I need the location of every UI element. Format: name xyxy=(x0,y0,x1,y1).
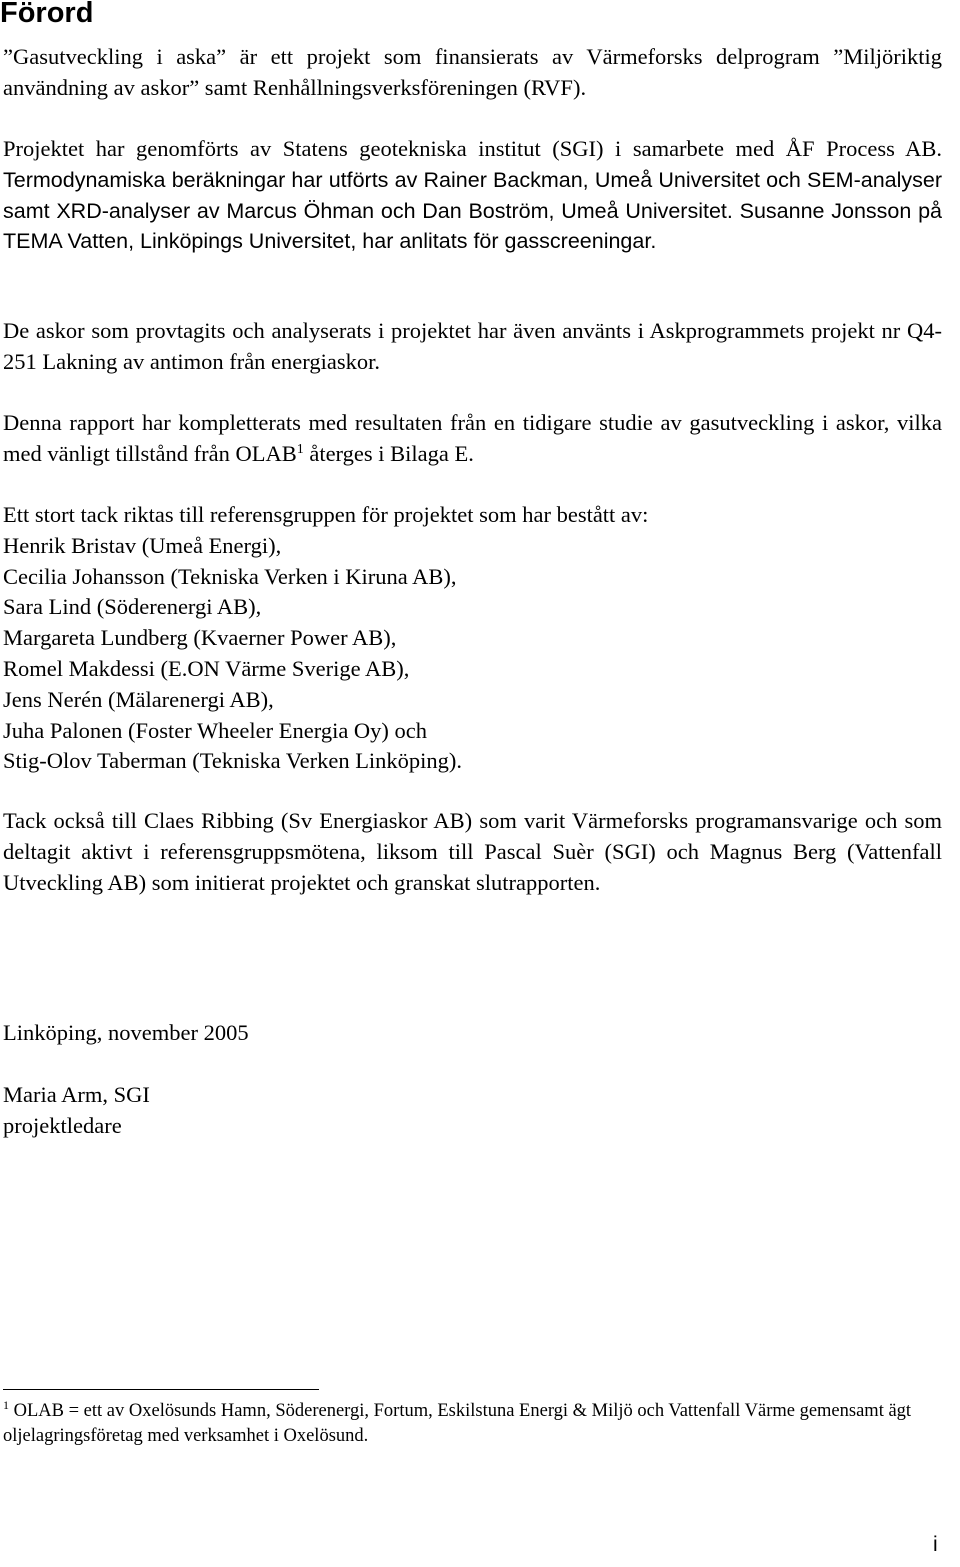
signature-role: projektledare xyxy=(3,1112,122,1138)
paragraph-project-partners xyxy=(3,134,942,257)
paragraph-thanks: Tack också till Claes Ribbing (Sv Energiaskor AB) som varit Värmeforsks programansvarige och som deltagit aktivt i referensgruppsmötena, liksom till Pascal Suèr (SGI) och Magnus Berg (Vattenfall Utveckling AB) som initierat projektet och granskat slutrapporten. xyxy=(3,808,942,895)
footnote-reference: 1 xyxy=(296,441,304,457)
reference-group-member: Juha Palonen (Foster Wheeler Energia Oy) och xyxy=(3,717,428,743)
signature-name: Maria Arm, SGI xyxy=(3,1082,150,1107)
paragraph-funding: ”Gasutveckling i aska” är ett projekt som finansierats av Värmeforsks delprogram ”Miljöriktig användning av askor” samt Renhållningsverksföreningen (RVF). xyxy=(3,44,942,100)
footnote-number: 1 xyxy=(3,1398,9,1412)
reference-group-member: Sara Lind (Söderenergi AB), xyxy=(3,594,262,620)
footnote-separator xyxy=(3,1389,319,1390)
paragraph-project-partners-part1: Projektet har genomförts av Statens geotekniska institut (SGI) i samarbete med ÅF Process AB. xyxy=(3,136,942,161)
footnote xyxy=(3,1399,958,1449)
reference-group-member: Romel Makdessi (E.ON Värme Sverige AB), xyxy=(3,655,410,681)
reference-group-member: Margareta Lundberg (Kvaerner Power AB), xyxy=(3,625,397,651)
reference-group-member: Stig-Olov Taberman (Tekniska Verken Linköping). xyxy=(3,748,463,774)
page-title: Förord xyxy=(0,0,94,29)
page-number: i xyxy=(933,1533,938,1556)
reference-group-member: Cecilia Johansson (Tekniska Verken i Kiruna AB), xyxy=(3,563,457,589)
paragraph-complement xyxy=(3,408,942,470)
paragraph-ash-programme: De askor som provtagits och analyserats i projektet har även använts i Askprogrammets projekt nr Q4-251 Lakning av antimon från energiaskor. xyxy=(3,318,942,374)
reference-group-list xyxy=(3,500,942,777)
signature-place-date: Linköping, november 2005 xyxy=(3,1020,249,1045)
paragraph-complement-end: återges i Bilaga E. xyxy=(303,440,474,466)
reference-group-member: Jens Nerén (Mälarenergi AB), xyxy=(3,686,274,712)
signature-block xyxy=(3,1080,942,1142)
paragraph-complement-text: Denna rapport har kompletterats med resultaten från en tidigare studie av gasutveckling i askor, vilka med vänligt tillstånd från OLAB xyxy=(3,410,942,466)
paragraph-project-partners-part2: Termodynamiska beräkningar har utförts av Rainer Backman, Umeå Universitet och SEM-analyser samt XRD-analyser av Marcus Öhman och Dan Boström, Umeå Universitet. xyxy=(3,167,942,223)
reference-group-intro: Ett stort tack riktas till referensgruppen för projektet som har bestått av: xyxy=(3,502,649,527)
reference-group-member: Henrik Bristav (Umeå Energi), xyxy=(3,532,282,558)
paragraph-project-partners-part3: Susanne Jonsson på TEMA Vatten, Linköpings Universitet, har anlitats för gasscreeningar. xyxy=(3,198,942,254)
footnote-text: OLAB = ett av Oxelösunds Hamn, Söderenergi, Fortum, Eskilstuna Energi & Miljö och Vattenfall Värme gemensamt ägt oljelagringsföretag med verksamhet i Oxelösund. xyxy=(3,1401,912,1446)
